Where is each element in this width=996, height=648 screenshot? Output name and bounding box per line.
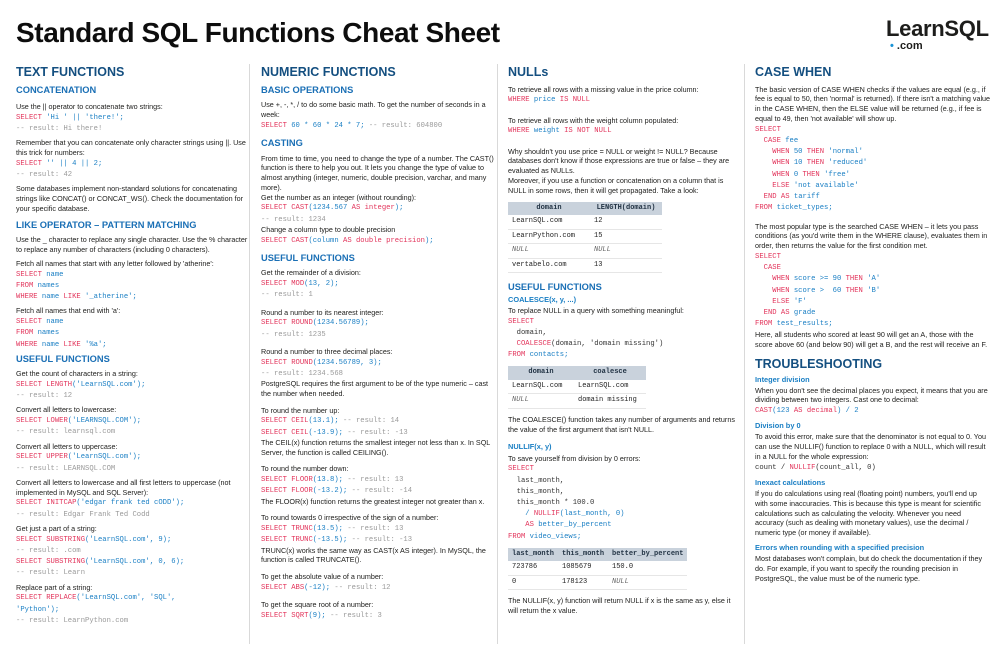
table-row: [508, 244, 662, 259]
table-cell: LearnSQL.com: [574, 380, 646, 394]
code-line: WHERE name LIKE '_atherine';: [16, 293, 137, 302]
code-line: SELECT name: [16, 318, 64, 327]
subsection-title: USEFUL FUNCTIONS: [261, 252, 355, 263]
text: Why shouldn't you use price = NULL or weight != NULL? Because databases don't know if those expressions are true or false – they are evaluated as NULLs.: [508, 146, 730, 176]
code-line: SELECT CEIL(-13.9); -- result: -13: [261, 428, 408, 437]
code-comment: -- result: 1: [261, 291, 313, 300]
code-comment: -- result: learnsql.com: [16, 428, 116, 437]
code-line: SELECT TRUNC(-13.5); -- result: -13: [261, 536, 413, 545]
text-functions-column: [16, 62, 252, 648]
text: Here, all students who scored at least 90 will get an A, those with the score above 60 (and below 90) will get a B, and the rest will receive an F.: [755, 330, 988, 350]
table-header: LENGTH(domain): [590, 202, 662, 216]
learnsql-logo[interactable]: [886, 16, 989, 52]
logo-sub: • .com: [890, 40, 923, 52]
code-line: SELECT ABS(-12); -- result: 12: [261, 583, 391, 592]
text: To get the absolute value of a number:: [261, 572, 384, 582]
column-divider: [497, 64, 498, 644]
section-title: TEXT FUNCTIONS: [16, 65, 125, 79]
function-title: Inexact calculations: [755, 478, 826, 488]
code-line: SELECT FLOOR(-13.2); -- result: -14: [261, 487, 413, 496]
table-cell: NULL: [608, 575, 687, 590]
section-title: NULLs: [508, 65, 549, 79]
text: Get the number as an integer (without rounding):: [261, 192, 417, 202]
subsection-title: LIKE OPERATOR – PATTERN MATCHING: [16, 219, 197, 230]
text: From time to time, you need to change the type of a number. The CAST() function is there to help you out. It lets you change the type of value to almost anything (integer, numeric, double precision, varchar, and many more).: [261, 153, 494, 192]
column-divider: [744, 64, 745, 644]
code-line: this_month * 100.0: [508, 498, 595, 507]
code-comment: -- result: 1234: [261, 215, 326, 224]
code-line: SELECT CAST(1234.567 AS integer);: [261, 204, 404, 213]
text: The FLOOR(x) function returns the greatest integer not greater than x.: [261, 496, 485, 506]
code-line: / NULLIF(last_month, 0): [508, 510, 625, 519]
code-line: domain,: [508, 328, 547, 337]
code-line: SELECT TRUNC(13.5); -- result: 13: [261, 525, 404, 534]
code-line: SELECT 'Hi ' || 'there!';: [16, 113, 124, 122]
subsection-title: CASTING: [261, 137, 303, 148]
code-comment: -- result: Learn: [16, 569, 86, 578]
code-line: WHEN 0 THEN 'free': [772, 170, 850, 179]
code-comment: -- result: 1235: [261, 330, 326, 339]
code-line: this_month,: [508, 487, 565, 496]
code-line: SELECT LOWER('LEARNSQL.COM');: [16, 417, 142, 426]
table-header: domain: [508, 366, 574, 380]
text: Remember that you can concatenate only character strings using ||. Use this trick for numbers:: [16, 138, 246, 158]
text: The NULLIF(x, y) function will return NULL if x is the same as y, else it will return the x value.: [508, 596, 731, 616]
text: If you do calculations using real (floating point) numbers, you'll end up with some inaccuracies. This is because this type is meant for scientific calculations such as calculating the velocity. Whenever you need accuracy (such as dealing with monetary values), use the decimal / numeric type (or money if available).: [755, 489, 981, 538]
code-line: FROM test_results;: [755, 320, 833, 329]
table-cell: LearnSQL.com: [508, 215, 590, 229]
text: To replace NULL in a query with something meaningful:: [508, 305, 684, 315]
code-line: SELECT CEIL(13.1); -- result: 14: [261, 417, 400, 426]
code-line: SELECT 60 * 60 * 24 * 7; -- result: 604800: [261, 121, 443, 130]
code-line: AS better_by_percent: [525, 521, 612, 530]
text: To save yourself from division by 0 errors:: [508, 453, 641, 463]
code-comment: -- result: Edgar Frank Ted Codd: [16, 510, 150, 519]
code-line: SELECT: [755, 125, 781, 134]
nullif-table: [508, 548, 687, 591]
code-line: COALESCE(domain, 'domain missing'): [516, 339, 664, 348]
text: Convert all letters to lowercase and all first letters to uppercase (not implemented in MySQL and SQL Server):: [16, 477, 231, 497]
code-comment: -- result: LearnPython.com: [16, 616, 129, 625]
code-comment: -- result: 1234.568: [261, 369, 343, 378]
table-cell: vertabelo.com: [508, 258, 590, 273]
text: The COALESCE() function takes any number of arguments and returns the value of the first argument that isn't NULL.: [508, 414, 735, 434]
code-line: SELECT CAST(column AS double precision);: [261, 236, 434, 245]
code-comment: -- result: LEARNSQL.COM: [16, 464, 116, 473]
text: Fetch all names that end with 'a':: [16, 306, 121, 316]
code-comment: -- result: 42: [16, 171, 73, 180]
code-line: SELECT name: [16, 270, 64, 279]
text: Change a column type to double precision: [261, 224, 396, 234]
code-line: CASE fee: [763, 136, 799, 145]
code-comment: -- result: 12: [16, 392, 73, 401]
code-comment: -- result: .com: [16, 546, 81, 555]
code-line: SELECT FLOOR(13.8); -- result: 13: [261, 476, 404, 485]
section-title: NUMERIC FUNCTIONS: [261, 65, 396, 79]
table-cell: LearnSQL.com: [508, 380, 574, 394]
code-line: FROM video_views;: [508, 532, 582, 541]
table-header: better_by_percent: [608, 548, 687, 562]
length-null-table: [508, 202, 662, 274]
text: The most popular type is the searched CASE WHEN – it lets you pass conditions (as you'd write them in the WHERE clause), evaluates them in order, then returns the value for the first condition met.: [755, 221, 988, 251]
logo-main: LearnSQL: [886, 16, 989, 41]
table-row: [508, 575, 687, 590]
text: Moreover, if you use a function or concatenation on a column that is NULL in some rows, then it will get propagated. Take a look:: [508, 175, 724, 195]
code-line: ELSE 'F': [772, 297, 807, 306]
code-line: last_month,: [508, 476, 565, 485]
text: The basic version of CASE WHEN checks if the values are equal (e.g., if fee is equal to 50, then 'normal' is returned). If there isn't a matching value in the CASE WHEN, then the ELSE value will be returned (e.g., if fee is equal to 49, then 'not available' will show up.: [755, 84, 991, 123]
code-line: CAST(123 AS decimal) / 2: [755, 407, 859, 416]
page-title: Standard SQL Functions Cheat Sheet: [16, 17, 500, 48]
text: To retrieve all rows with the weight column populated:: [508, 115, 679, 125]
nulls-column: [508, 62, 736, 648]
table-cell: NULL: [508, 394, 574, 409]
text: To retrieve all rows with a missing value in the price column:: [508, 84, 699, 94]
code-line: WHERE price IS NULL: [508, 96, 590, 105]
text: To round towards 0 irrespective of the sign of a number:: [261, 513, 439, 523]
text: Use the || operator to concatenate two strings:: [16, 102, 163, 112]
code-line: WHERE weight IS NOT NULL: [508, 127, 612, 136]
table-header: coalesce: [574, 366, 646, 380]
text: Some databases implement non-standard solutions for concatenating strings like CONCAT() or CONCAT_WS(). Check the documentation for your specific database.: [16, 184, 243, 213]
table-cell: 0: [508, 575, 558, 590]
text: Most databases won't complain, but do check the documentation if they do. For example, if you want to specify the rounding precision in PostgreSQL, the value must be of the numeric type.: [755, 554, 983, 583]
code-line: SELECT '' || 4 || 2;: [16, 159, 103, 168]
text: Use +, -, *, / to do some basic math. To get the number of seconds in a week:: [261, 100, 486, 119]
code-line: WHEN 10 THEN 'reduced': [772, 159, 868, 168]
coalesce-table: [508, 366, 646, 409]
text: To round the number up:: [261, 405, 340, 415]
table-row: [508, 215, 662, 229]
table-cell: 150.0: [608, 561, 687, 575]
code-line: WHEN score > 60 THEN 'B': [772, 286, 881, 295]
function-title: Errors when rounding with a specified precision: [755, 543, 925, 552]
text: PostgreSQL requires the first argument to be of the type numeric – cast the number when needed.: [261, 379, 489, 398]
function-title: COALESCE(x, y, ...): [508, 294, 577, 304]
table-row: [508, 394, 646, 409]
code-line: SELECT ROUND(1234.56789);: [261, 319, 369, 328]
code-line: SELECT SUBSTRING('LearnSQL.com', 9);: [16, 535, 172, 544]
function-title: NULLIF(x, y): [508, 442, 552, 452]
table-cell: 15: [590, 229, 662, 244]
table-row: [508, 561, 687, 575]
text: Get just a part of a string:: [16, 523, 97, 533]
text: Get the count of characters in a string:: [16, 369, 138, 379]
code-line: 'Python');: [16, 605, 60, 614]
text: When you don't see the decimal places you expect, it means that you are dividing between two integers. Cast one to decimal:: [755, 385, 988, 405]
table-cell: 13: [590, 258, 662, 273]
function-title: Division by 0: [755, 421, 801, 431]
table-header: domain: [508, 202, 590, 216]
subsection-title: USEFUL FUNCTIONS: [508, 282, 602, 293]
code-line: WHEN 50 THEN 'normal': [772, 148, 863, 157]
text: Fetch all names that start with any letter followed by 'atherine':: [16, 258, 214, 268]
table-header: last_month: [508, 548, 558, 562]
code-line: SELECT: [508, 465, 534, 474]
code-line: CASE: [763, 264, 781, 273]
text: Use the _ character to replace any single character. Use the % character to replace any number of characters (including 0 characters).: [16, 235, 248, 255]
text: Replace part of a string:: [16, 582, 93, 592]
section-title: TROUBLESHOOTING: [755, 356, 883, 371]
code-line: SELECT: [755, 252, 781, 261]
code-line: SELECT SQRT(9); -- result: 3: [261, 611, 382, 620]
code-line: END AS grade: [763, 308, 816, 317]
code-line: ELSE 'not available': [772, 181, 859, 190]
numeric-functions-column: [261, 62, 497, 648]
code-line: SELECT REPLACE('LearnSQL.com', 'SQL',: [16, 594, 176, 603]
code-line: SELECT LENGTH('LearnSQL.com');: [16, 381, 146, 390]
code-line: SELECT INITCAP('edgar frank ted cODD');: [16, 499, 185, 508]
table-cell: NULL: [508, 244, 590, 259]
code-comment: -- result: Hi there!: [16, 125, 103, 134]
section-title: CASE WHEN: [755, 65, 832, 79]
text: Get the remainder of a division:: [261, 268, 361, 278]
code-line: SELECT UPPER('LearnSQL.com');: [16, 453, 142, 462]
code-line: SELECT ROUND(1234.56789, 3);: [261, 358, 382, 367]
table-header: this_month: [558, 548, 608, 562]
table-cell: LearnPython.com: [508, 229, 590, 244]
code-line: count / NULLIF(count_all, 0): [755, 463, 876, 472]
code-line: END AS tariff: [763, 193, 820, 202]
text: Convert all letters to uppercase:: [16, 441, 118, 451]
text: The CEIL(x) function returns the smallest integer not less than x. In SQL Server, the function is called CEILING().: [261, 437, 491, 457]
text: To avoid this error, make sure that the denominator is not equal to 0. You can use the NULLIF() function to replace 0 with a NULL, which will result in a NULL for the whole expression:: [755, 432, 986, 462]
function-title: Integer division: [755, 374, 810, 384]
table-cell: 1085679: [558, 561, 608, 575]
table-row: [508, 229, 662, 244]
text: To get the square root of a number:: [261, 600, 374, 610]
subsection-title: USEFUL FUNCTIONS: [16, 353, 110, 364]
code-line: FROM names: [16, 329, 60, 338]
subsection-title: CONCATENATION: [16, 84, 97, 95]
code-line: FROM ticket_types;: [755, 204, 833, 213]
table-cell: 12: [590, 215, 662, 229]
table-row: [508, 380, 646, 394]
code-line: SELECT: [508, 317, 534, 326]
table-cell: 723786: [508, 561, 558, 575]
code-line: WHEN score >= 90 THEN 'A': [772, 275, 881, 284]
table-cell: 178123: [558, 575, 608, 590]
case-when-column: [755, 62, 991, 648]
table-cell: domain missing: [574, 394, 646, 409]
code-line: WHERE name LIKE '%a';: [16, 340, 107, 349]
code-line: SELECT SUBSTRING('LearnSQL.com', 0, 6);: [16, 558, 185, 567]
text: Convert all letters to lowercase:: [16, 405, 117, 415]
subsection-title: BASIC OPERATIONS: [261, 84, 354, 95]
code-line: SELECT MOD(13, 2);: [261, 280, 339, 289]
text: To round the number down:: [261, 464, 349, 474]
code-line: FROM names: [16, 281, 60, 290]
table-row: [508, 258, 662, 273]
text: TRUNC(x) works the same way as CAST(x AS integer). In MySQL, the function is called TRUNCATE().: [261, 545, 486, 565]
code-line: FROM contacts;: [508, 351, 569, 360]
table-cell: NULL: [590, 244, 662, 259]
text: Round a number to three decimal places:: [261, 346, 393, 356]
text: Round a number to its nearest integer:: [261, 307, 384, 317]
